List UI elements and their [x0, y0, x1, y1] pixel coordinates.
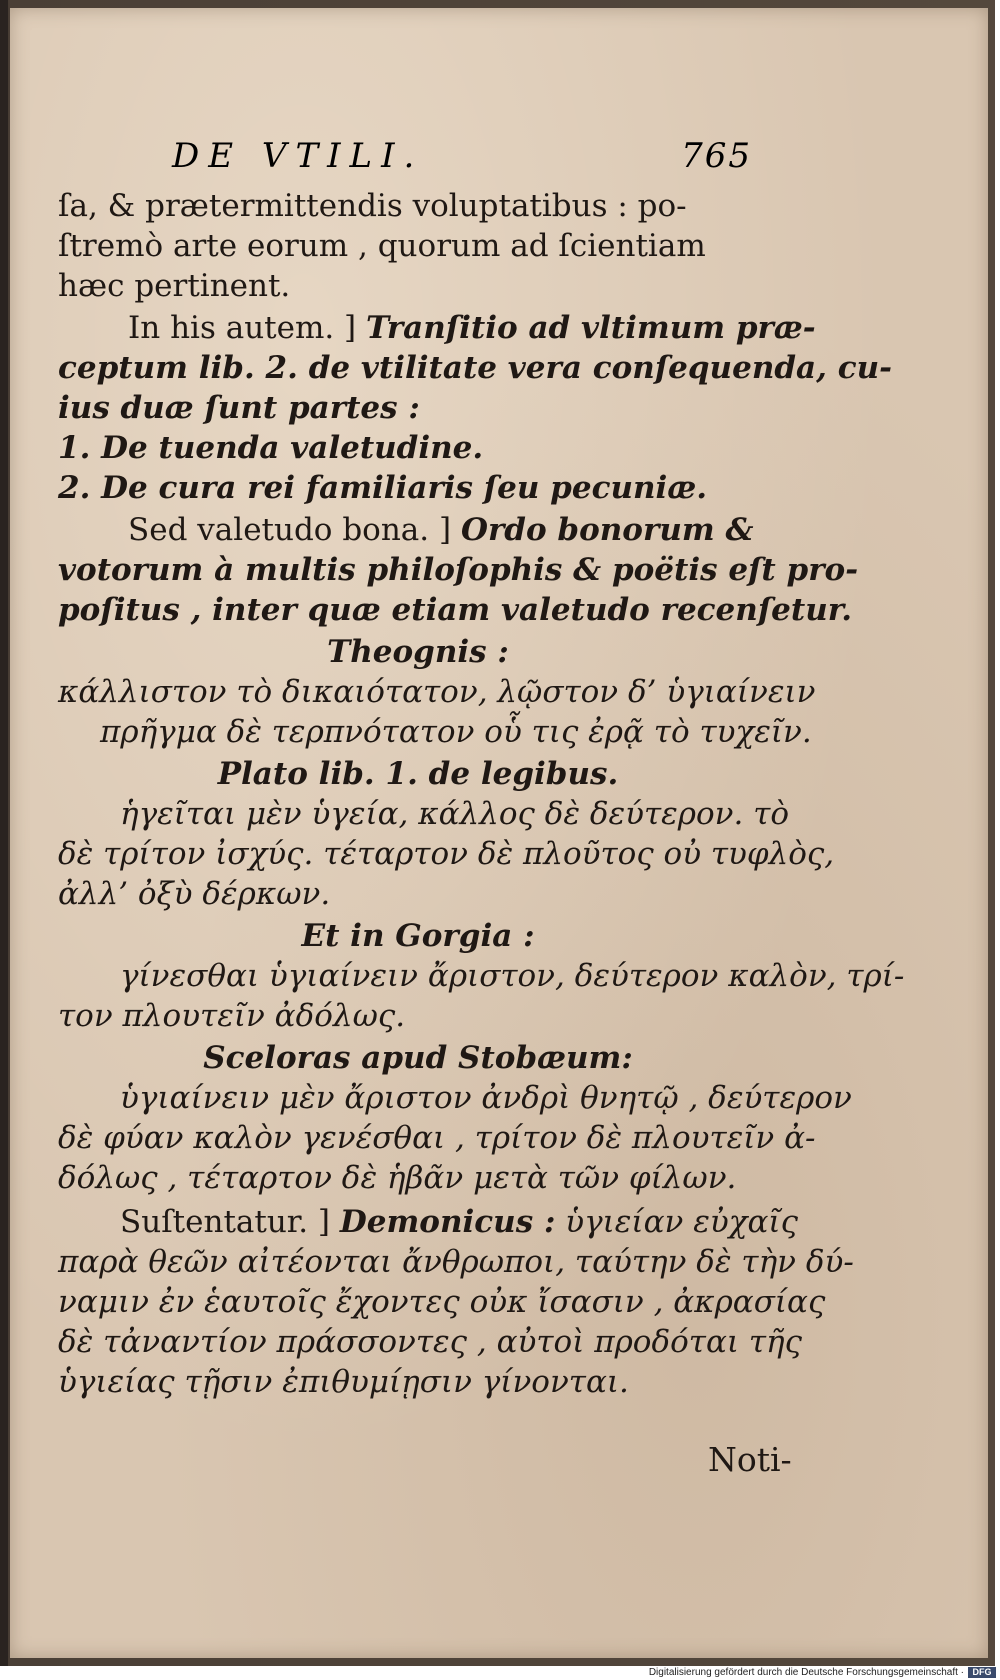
commentary-line: votorum à multis philoſophis & poëtis eſt pro-	[58, 552, 859, 588]
greek-line: τον πλουτεῖν ἀδόλως.	[58, 998, 406, 1034]
list-item: 1. De tuenda valetudine.	[58, 430, 484, 466]
lemma: Suſtentatur. ]	[120, 1204, 331, 1240]
greek-line: ἀλλ’ ὀξὺ δέρκων.	[58, 876, 331, 912]
paragraph-lead	[128, 510, 753, 550]
commentary: Tranſitio ad vltimum præ-	[366, 310, 816, 346]
running-title: DE VTILI.	[172, 136, 424, 176]
greek-line: ὑγιαίνειν μὲν ἄριστον ἀνδρὶ θνητῷ , δεύτερον	[120, 1080, 852, 1116]
quote-heading: Sceloras apud Stobæum:	[203, 1040, 633, 1076]
quote-heading: Theognis :	[327, 634, 509, 670]
dfg-logo: DFG	[968, 1667, 996, 1678]
funding-credit: Digitalisierung gefördert durch die Deutsche Forschungsgemeinschaft ·	[648, 1667, 964, 1678]
commentary-line: poſitus , inter quæ etiam valetudo recenſetur.	[58, 592, 853, 628]
lemma: In his autem. ]	[128, 310, 357, 346]
lemma: Sed valetudo bona. ]	[128, 512, 452, 548]
commentary-line: ceptum lib. 2. de vtilitate vera conſequenda, cu-	[58, 350, 892, 386]
greek-text: ὑγιείαν εὐχαῖς	[565, 1204, 798, 1240]
catchword: Noti-	[708, 1440, 792, 1479]
list-item: 2. De cura rei familiaris ſeu pecuniæ.	[58, 470, 707, 506]
commentary: Ordo bonorum &	[460, 512, 754, 548]
greek-line: δὲ τρίτον ἰσχύς. τέταρτον δὲ πλοῦτος οὐ τυφλὸς,	[58, 836, 835, 872]
quote-heading: Et in Gorgia :	[301, 918, 535, 954]
quote-heading: Plato lib. 1. de legibus.	[217, 756, 619, 792]
text-line: ſtremò arte eorum , quorum ad ſcientiam	[58, 228, 706, 264]
binding-edge	[0, 0, 8, 1666]
greek-line: παρὰ θεῶν αἰτέονται ἄνθρωποι, ταύτην δὲ τὴν δύ-	[58, 1244, 854, 1280]
greek-line: κάλλιστον τὸ δικαιότατον, λῷστον δ’ ὑγιαίνειν	[58, 674, 816, 710]
greek-line: ναμιν ἐν ἑαυτοῖς ἔχοντες οὐκ ἴσασιν , ἀκρασίας	[58, 1284, 826, 1320]
paragraph-lead	[128, 308, 816, 348]
running-header	[172, 136, 752, 176]
book-page	[10, 8, 988, 1658]
text-line: ſa, & prætermittendis voluptatibus : po-	[58, 188, 687, 224]
source-name: Demonicus :	[339, 1204, 556, 1240]
text-line: hæc pertinent.	[58, 268, 291, 304]
greek-line: πρῆγμα δὲ τερπνότατον οὗ τις ἐρᾷ τὸ τυχεῖν.	[100, 714, 812, 750]
digitization-footer	[0, 1666, 1000, 1680]
commentary-line: ius duæ ſunt partes :	[58, 390, 420, 426]
page-number: 765	[681, 136, 752, 176]
greek-line: ἡγεῖται μὲν ὑγεία, κάλλος δὲ δεύτερον. τὸ	[120, 796, 790, 832]
greek-line: γίνεσθαι ὑγιαίνειν ἄριστον, δεύτερον καλὸν, τρί-	[120, 958, 905, 994]
greek-line: δὲ τἀναντίον πράσσοντες , αὐτοὶ προδόται τῆς	[58, 1324, 802, 1360]
greek-line: ὑγιείας τῇσιν ἐπιθυμίῃσιν γίνονται.	[58, 1364, 629, 1400]
greek-line: δόλως , τέταρτον δὲ ἡβᾶν μετὰ τῶν φίλων.	[58, 1160, 737, 1196]
paragraph-lead	[120, 1202, 798, 1242]
greek-line: δὲ φύαν καλὸν γενέσθαι , τρίτον δὲ πλουτεῖν ἀ-	[58, 1120, 816, 1156]
